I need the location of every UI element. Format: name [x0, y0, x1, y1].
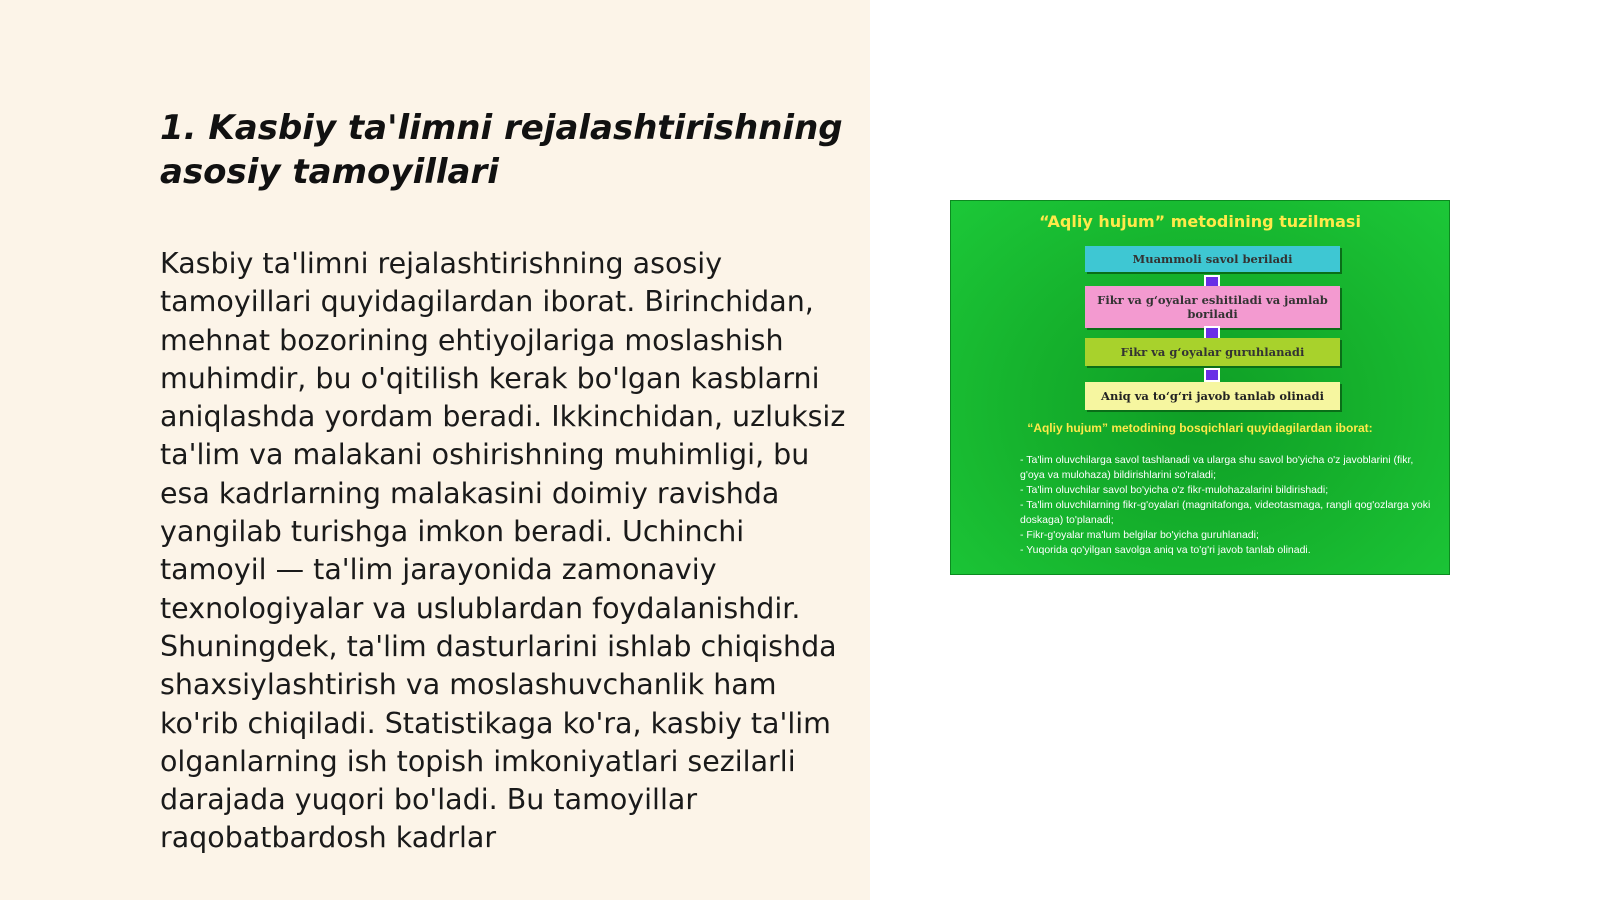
flow-arrow-down-icon	[1206, 328, 1218, 338]
figure-title: “Aqliy hujum” metodining tuzilmasi	[1039, 212, 1361, 231]
figure-steps-list	[976, 453, 1436, 558]
flow-arrow-down-icon	[1206, 370, 1218, 380]
slide-body-text: Kasbiy ta'limni rejalashtirishning asosiy tamoyillari quyidagilardan iborat. Birinchidan, mehnat bozorining ehtiyojlariga moslashish muhimdir, bu o'qitilish kerak bo'lgan kasblarni aniqlashda yordam beradi. Ikkinchidan, uzluksiz ta'lim va malakani oshirishning muhimligi, bu esa kadrlarning malakasini doimiy ravishda yangilab turishga imkon beradi. Uchinchi tamoyil — ta'lim jarayonida zamonaviy texnologiyalar va uslublardan foydalanishdir. Shuningdek, ta'lim dasturlarini ishlab chiqishda shaxsiylashtirish va moslashuvchanlik ham ko'rib chiqiladi. Statistikaga ko'ra, kasbiy ta'lim olganlarning ish topish imkoniyatlari sezilarli darajada yuqori bo'ladi. Bu tamoyillar raqobatbardosh kadrlar	[160, 247, 846, 855]
list-item: - Yuqorida qo'yilgan savolga aniq va to'g'ri javob tanlab olinadi.	[1020, 544, 1311, 556]
slide-title: 1. Kasbiy ta'limni rejalashtirishning asosiy tamoyillari	[160, 108, 843, 192]
list-item: - Fikr-g'oyalar ma'lum belgilar bo'yicha guruhlanadi;	[1020, 529, 1259, 541]
figure-subtitle: “Aqliy hujum” metodining bosqichlari quyidagilardan iborat:	[1027, 421, 1373, 435]
flow-step-1: Muammoli savol beriladi	[1085, 246, 1340, 272]
flow-step-2: Fikr va g‘oyalar eshitiladi va jamlab boriladi	[1085, 286, 1340, 328]
list-item: - Ta'lim oluvchilar savol bo'yicha o'z fikr-mulohazalarini bildirishadi;	[1020, 484, 1329, 496]
flow-step-4: Aniq va to‘g‘ri javob tanlab olinadi	[1085, 382, 1340, 410]
brainstorm-method-figure	[950, 200, 1450, 575]
flow-step-3: Fikr va g‘oyalar guruhlanadi	[1085, 338, 1340, 366]
list-item: - Ta'lim oluvchilarning fikr-g'oyalari (magnitafonga, videotasmaga, rangli qog'ozlarga yoki doskaga) to'planadi;	[1020, 499, 1431, 526]
list-item: - Ta'lim oluvchilarga savol tashlanadi va ularga shu savol bo'yicha o'z javoblarini (fikr, g'oya va mulohaza) bildirishlarini so'raladi;	[1020, 454, 1414, 481]
